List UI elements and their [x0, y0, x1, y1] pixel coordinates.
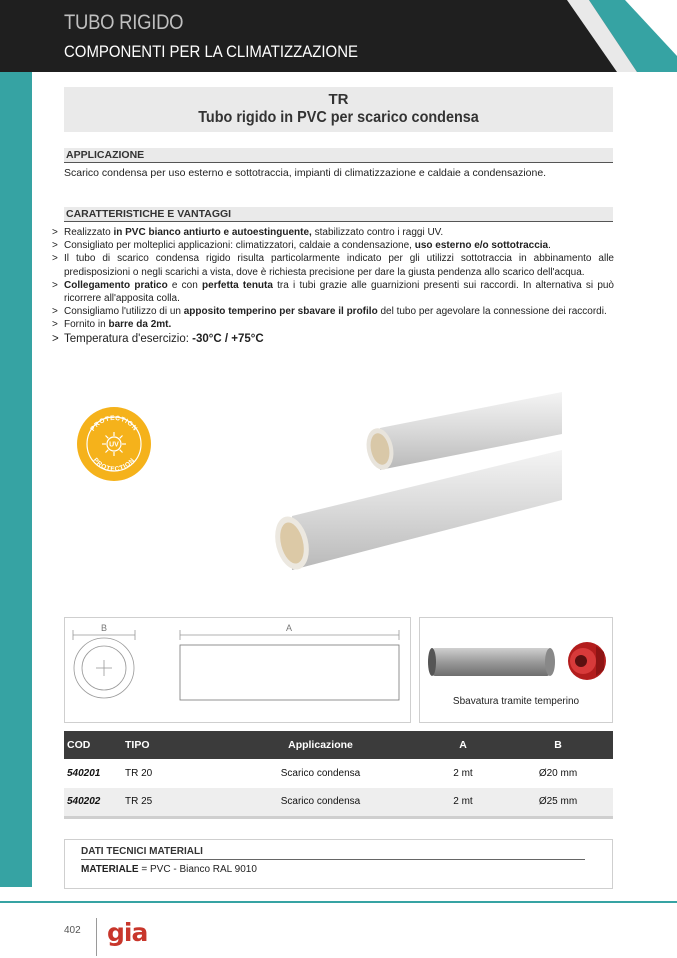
cell-a: 2 mt [453, 768, 473, 779]
list-item: > Realizzato in PVC bianco antiurto e autoestinguente, stabilizzato contro i raggi UV. [52, 226, 614, 239]
cell-tipo: TR 25 [122, 788, 218, 817]
pipe-dimension-diagram [65, 618, 412, 724]
list-item: > Collegamento pratico e con perfetta tenuta tra i tubi grazie alle guarnizioni presenti sui raccordi. In alternativa si può ricorrere all'apposita colla. [52, 279, 614, 305]
technical-data-box [64, 839, 613, 889]
section-subtitle: COMPONENTI PER LA CLIMATIZZAZIONE [64, 42, 358, 61]
features-list [52, 226, 614, 346]
left-accent-bar [0, 72, 32, 887]
list-item: > Temperatura d'esercizio: -30°C / +75°C [52, 332, 614, 346]
gia-logo [106, 917, 154, 951]
badge-top-text: PROTECTION [89, 414, 139, 433]
application-text: Scarico condensa per uso esterno e sottotraccia, impianti di climatizzazione e caldaie a condensazione. [64, 167, 547, 179]
footer-rule [0, 901, 677, 903]
logo-text: gia [107, 918, 148, 947]
pipe-lower [270, 450, 562, 573]
list-item: > Fornito in barre da 2mt. [52, 318, 614, 331]
cell-cod: 540202 [64, 788, 122, 817]
tool-caption: Sbavatura tramite temperino [452, 696, 580, 707]
application-heading: APPLICAZIONE [64, 148, 613, 163]
category-title: TUBO RIGIDO [64, 11, 184, 34]
uv-protection-badge [76, 406, 152, 482]
header-a: A [423, 731, 503, 759]
list-item: > Il tubo di scarico condensa rigido risulta particolarmente indicato per gli utilizzi sottotraccia in abbinamento alle predisposizioni o negli scarichi a vista, dove è richiesta precisione per dare la giusta pendenza allo scarico dell'acqua. [52, 252, 614, 278]
cell-tipo: TR 20 [125, 768, 153, 779]
product-name: Tubo rigido in PVC per scarico condensa [198, 109, 479, 126]
badge-bottom-text: PROTECTION [91, 456, 137, 474]
footer-separator [96, 918, 97, 956]
dimension-drawing [64, 617, 411, 723]
technical-data-heading: DATI TECNICI MATERIALI [81, 846, 585, 860]
deburring-tool-box [419, 617, 613, 723]
product-table [64, 731, 613, 819]
table-header-row [64, 731, 613, 759]
cell-b: Ø25 mm [503, 788, 613, 817]
cell-cod: 540201 [67, 768, 101, 779]
page-header [0, 0, 677, 72]
table-row [64, 759, 613, 788]
header-b: B [503, 731, 613, 759]
badge-center-text: UV [109, 441, 119, 449]
dimension-label-a: A [285, 623, 293, 633]
cell-a: 2 mt [423, 788, 503, 817]
material-row [81, 864, 257, 875]
material-value: = PVC - Bianco RAL 9010 [138, 864, 257, 875]
pipes-photo [262, 388, 564, 588]
header-applicazione: Applicazione [218, 731, 423, 759]
pipe-segment [432, 648, 550, 676]
header-tipo: TIPO [122, 731, 218, 759]
material-label: MATERIALE [81, 864, 139, 875]
deburring-tool-image [420, 618, 614, 688]
cell-applicazione: Scarico condensa [218, 788, 423, 817]
page-number: 402 [64, 925, 81, 936]
list-item: > Consigliamo l'utilizzo di un apposito temperino per sbavare il profilo del tubo per agevolare la connessione dei raccordi. [52, 305, 614, 318]
table-row [64, 788, 613, 817]
deburring-tool-icon [568, 642, 606, 680]
product-title-box [64, 87, 613, 132]
product-code: TR [328, 91, 349, 108]
header-cod: COD [64, 731, 122, 759]
dimension-label-b: B [100, 623, 108, 633]
cell-applicazione: Scarico condensa [280, 768, 361, 779]
header-corner-decoration [567, 0, 677, 72]
cell-b: Ø20 mm [538, 768, 578, 779]
list-item: > Consigliato per molteplici applicazioni: climatizzatori, caldaie a condensazione, uso esterno e/o sottotraccia. [52, 239, 614, 252]
features-heading: CARATTERISTICHE E VANTAGGI [64, 207, 613, 222]
